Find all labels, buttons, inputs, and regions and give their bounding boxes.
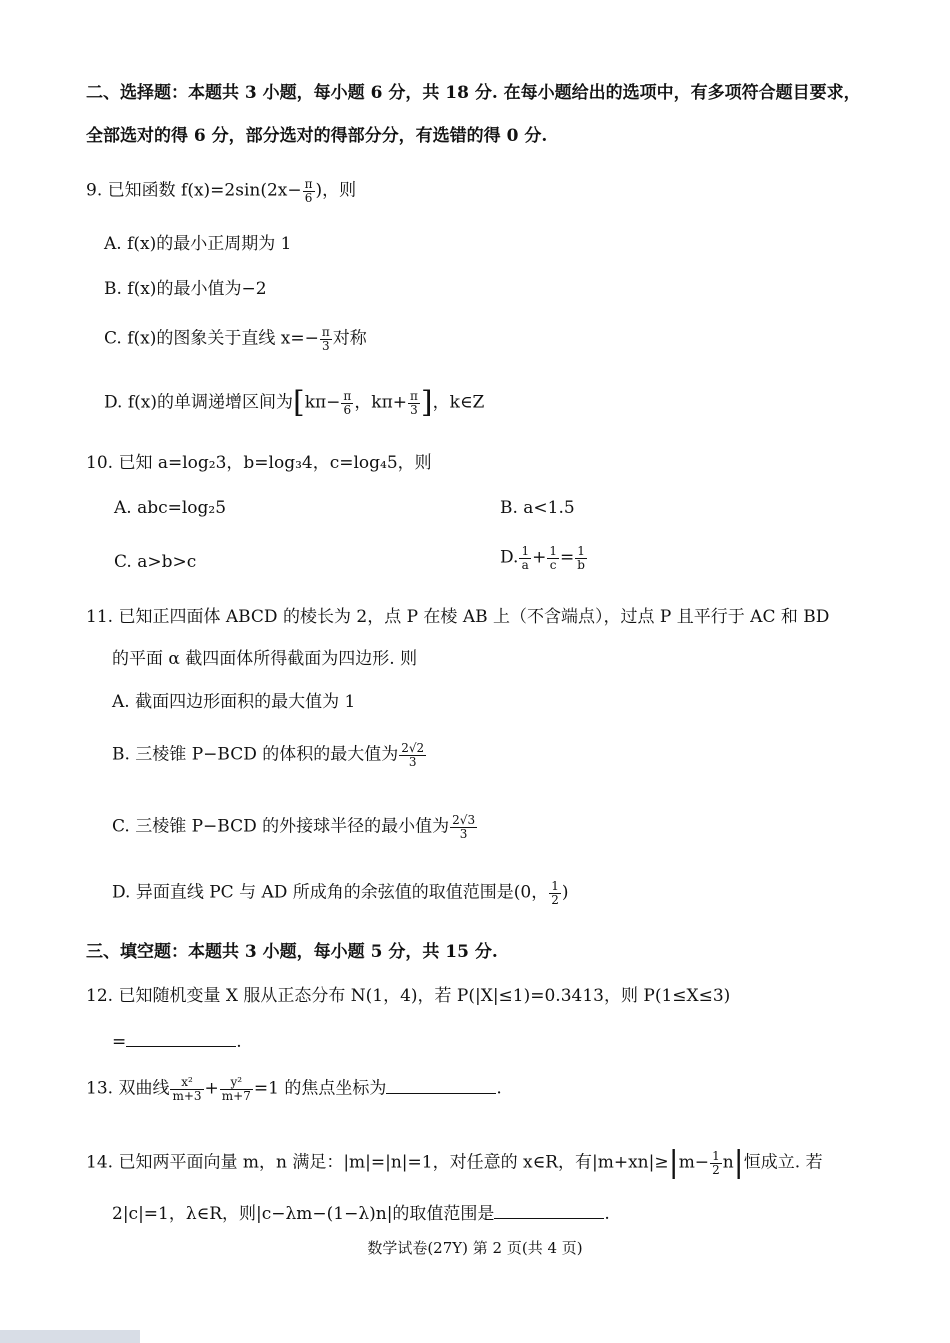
question-9-option-d: D. f(x)的单调递增区间为[kπ− $\frac{\pi}{6}$ ，kπ+ $\frac{\pi}{3}$ ]，k∈Z xyxy=(104,385,485,421)
scan-edge-strip xyxy=(0,1330,140,1343)
section-3-heading: 三、填空题：本题共 3 小题，每小题 5 分，共 15 分. xyxy=(86,942,498,962)
question-13-stem: 13. 双曲线 $\frac{\text{x²}}{m+3}$ + $\frac{\text{y²}}{m+7}$ =1 的焦点坐标为 . xyxy=(86,1075,502,1103)
question-12-answer-line: = . xyxy=(112,1032,242,1052)
page-footer: 数学试卷(27Y) 第 2 页(共 4 页) xyxy=(367,1239,583,1257)
question-10-option-c: C. a>b>c xyxy=(114,552,197,572)
question-11-stem-line-1: 11. 已知正四面体 ABCD 的棱长为 2，点 P 在棱 AB 上（不含端点），过点 P 且平行于 AC 和 BD xyxy=(86,607,830,627)
answer-blank[interactable] xyxy=(494,1204,604,1219)
answer-blank[interactable] xyxy=(126,1032,236,1047)
question-11-option-a: A. 截面四边形面积的最大值为 1 xyxy=(112,692,356,712)
question-11-option-c: C. 三棱锥 P−BCD 的外接球半径的最小值为 $\frac{2√3}{3}$ xyxy=(112,813,476,841)
question-9-option-b: B. f(x)的最小值为−2 xyxy=(104,279,267,299)
question-9-stem: 9. 已知函数 f(x)=2sin(2x− $\frac{\pi}{6}$ )，则 xyxy=(86,177,357,205)
question-11-option-d: D. 异面直线 PC 与 AD 所成角的余弦值的取值范围是(0， $\frac{1}{2}$ ) xyxy=(112,879,569,907)
question-11-stem-line-2: 的平面 α 截四面体所得截面为四边形. 则 xyxy=(112,649,418,669)
question-10-option-a: A. abc=log₂5 xyxy=(114,498,227,518)
question-9-option-a: A. f(x)的最小正周期为 1 xyxy=(104,234,292,254)
question-10-option-d: D. $\frac{1}{a}$ + $\frac{1}{c}$ = $\frac{1}{b}$ xyxy=(500,544,585,572)
section-2-heading-line-1: 二、选择题：本题共 3 小题，每小题 6 分，共 18 分. 在每小题给出的选项中，有多项符合题目要求， xyxy=(86,83,861,103)
question-9-option-c: C. f(x)的图象关于直线 x=− $\frac{\pi}{3}$ 对称 xyxy=(104,325,367,353)
question-12-stem: 12. 已知随机变量 X 服从正态分布 N(1，4)，若 P(|X|≤1)=0.3413，则 P(1≤X≤3) xyxy=(86,986,731,1006)
answer-blank[interactable] xyxy=(386,1079,496,1094)
section-2-heading-line-2: 全部选对的得 6 分，部分选对的得部分分，有选错的得 0 分. xyxy=(86,126,548,146)
question-14-stem-line-1: 14. 已知两平面向量 m，n 满足：|m|=|n|=1，对任意的 x∈R，有|m+xn|≥|m− $\frac{1}{2}$ n|恒成立. 若 xyxy=(86,1145,823,1181)
question-10-option-b: B. a<1.5 xyxy=(500,498,575,518)
question-14-stem-line-2: 2|c|=1，λ∈R，则|c−λm−(1−λ)n|的取值范围是 . xyxy=(112,1204,610,1224)
question-11-option-b: B. 三棱锥 P−BCD 的体积的最大值为 $\frac{2√2}{3}$ xyxy=(112,741,425,769)
question-10-stem: 10. 已知 a=log₂3，b=log₃4，c=log₄5，则 xyxy=(86,453,432,473)
